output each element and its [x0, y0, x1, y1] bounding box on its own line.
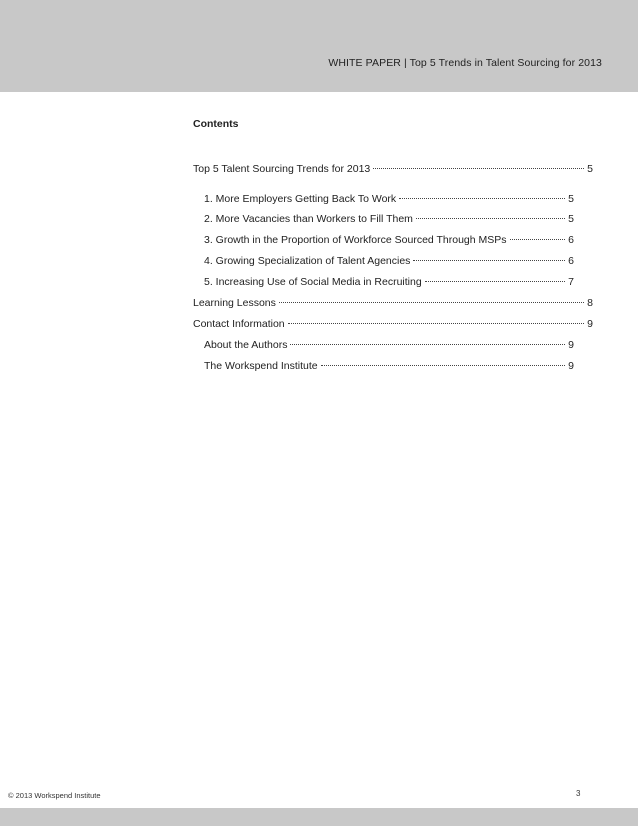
toc-entry-talent-agencies[interactable] [204, 250, 574, 267]
toc-entry-page: 6 [568, 255, 574, 267]
dot-leader [290, 334, 565, 348]
toc-entry-workspend-institute[interactable] [204, 355, 574, 372]
dot-leader [399, 188, 565, 202]
dot-leader [510, 229, 566, 243]
dot-leader [413, 250, 565, 264]
toc-entry-top-5-trends[interactable] [193, 158, 593, 175]
toc-entry-label: 3. Growth in the Proportion of Workforce Sourced Through MSPs [204, 234, 507, 246]
toc-entry-page: 8 [587, 297, 593, 309]
toc-entry-contact-information[interactable] [193, 313, 593, 330]
toc-entry-label: About the Authors [204, 339, 288, 351]
toc-entry-learning-lessons[interactable] [193, 292, 593, 309]
header-band [0, 0, 638, 92]
toc-entry-page: 7 [568, 276, 574, 288]
footer-copyright: © 2013 Workspend Institute [8, 791, 101, 800]
footer-band [0, 808, 638, 826]
toc-entry-page: 5 [587, 163, 593, 175]
dot-leader [373, 158, 584, 172]
toc-entry-page: 6 [568, 234, 574, 246]
toc-entry-about-authors[interactable] [204, 334, 574, 351]
toc-entry-label: 2. More Vacancies than Workers to Fill Them [204, 213, 413, 225]
toc-entry-page: 9 [587, 318, 593, 330]
contents-heading: Contents [193, 118, 239, 130]
toc-entry-page: 5 [568, 213, 574, 225]
toc-entry-label: Top 5 Talent Sourcing Trends for 2013 [193, 163, 371, 175]
dot-leader [425, 271, 565, 285]
toc-entry-social-media[interactable] [204, 271, 574, 288]
dot-leader [279, 292, 584, 306]
toc-entry-label: The Workspend Institute [204, 360, 318, 372]
toc-entry-label: 1. More Employers Getting Back To Work [204, 193, 397, 205]
toc-entry-more-vacancies[interactable] [204, 208, 574, 225]
toc-entry-page: 5 [568, 193, 574, 205]
toc-entry-label: 4. Growing Specialization of Talent Agencies [204, 255, 411, 267]
toc-entry-page: 9 [568, 339, 574, 351]
dot-leader [288, 313, 585, 327]
toc-entry-label: Learning Lessons [193, 297, 276, 309]
dot-leader [321, 355, 566, 369]
page-number: 3 [576, 789, 581, 798]
toc-entry-growth-msps[interactable] [204, 229, 574, 246]
toc-entry-label: Contact Information [193, 318, 285, 330]
dot-leader [416, 208, 565, 222]
toc-entry-page: 9 [568, 360, 574, 372]
document-header-title: WHITE PAPER | Top 5 Trends in Talent Sourcing for 2013 [328, 57, 602, 69]
toc-entry-employers-back-to-work[interactable] [204, 188, 574, 205]
toc-entry-label: 5. Increasing Use of Social Media in Recruiting [204, 276, 422, 288]
